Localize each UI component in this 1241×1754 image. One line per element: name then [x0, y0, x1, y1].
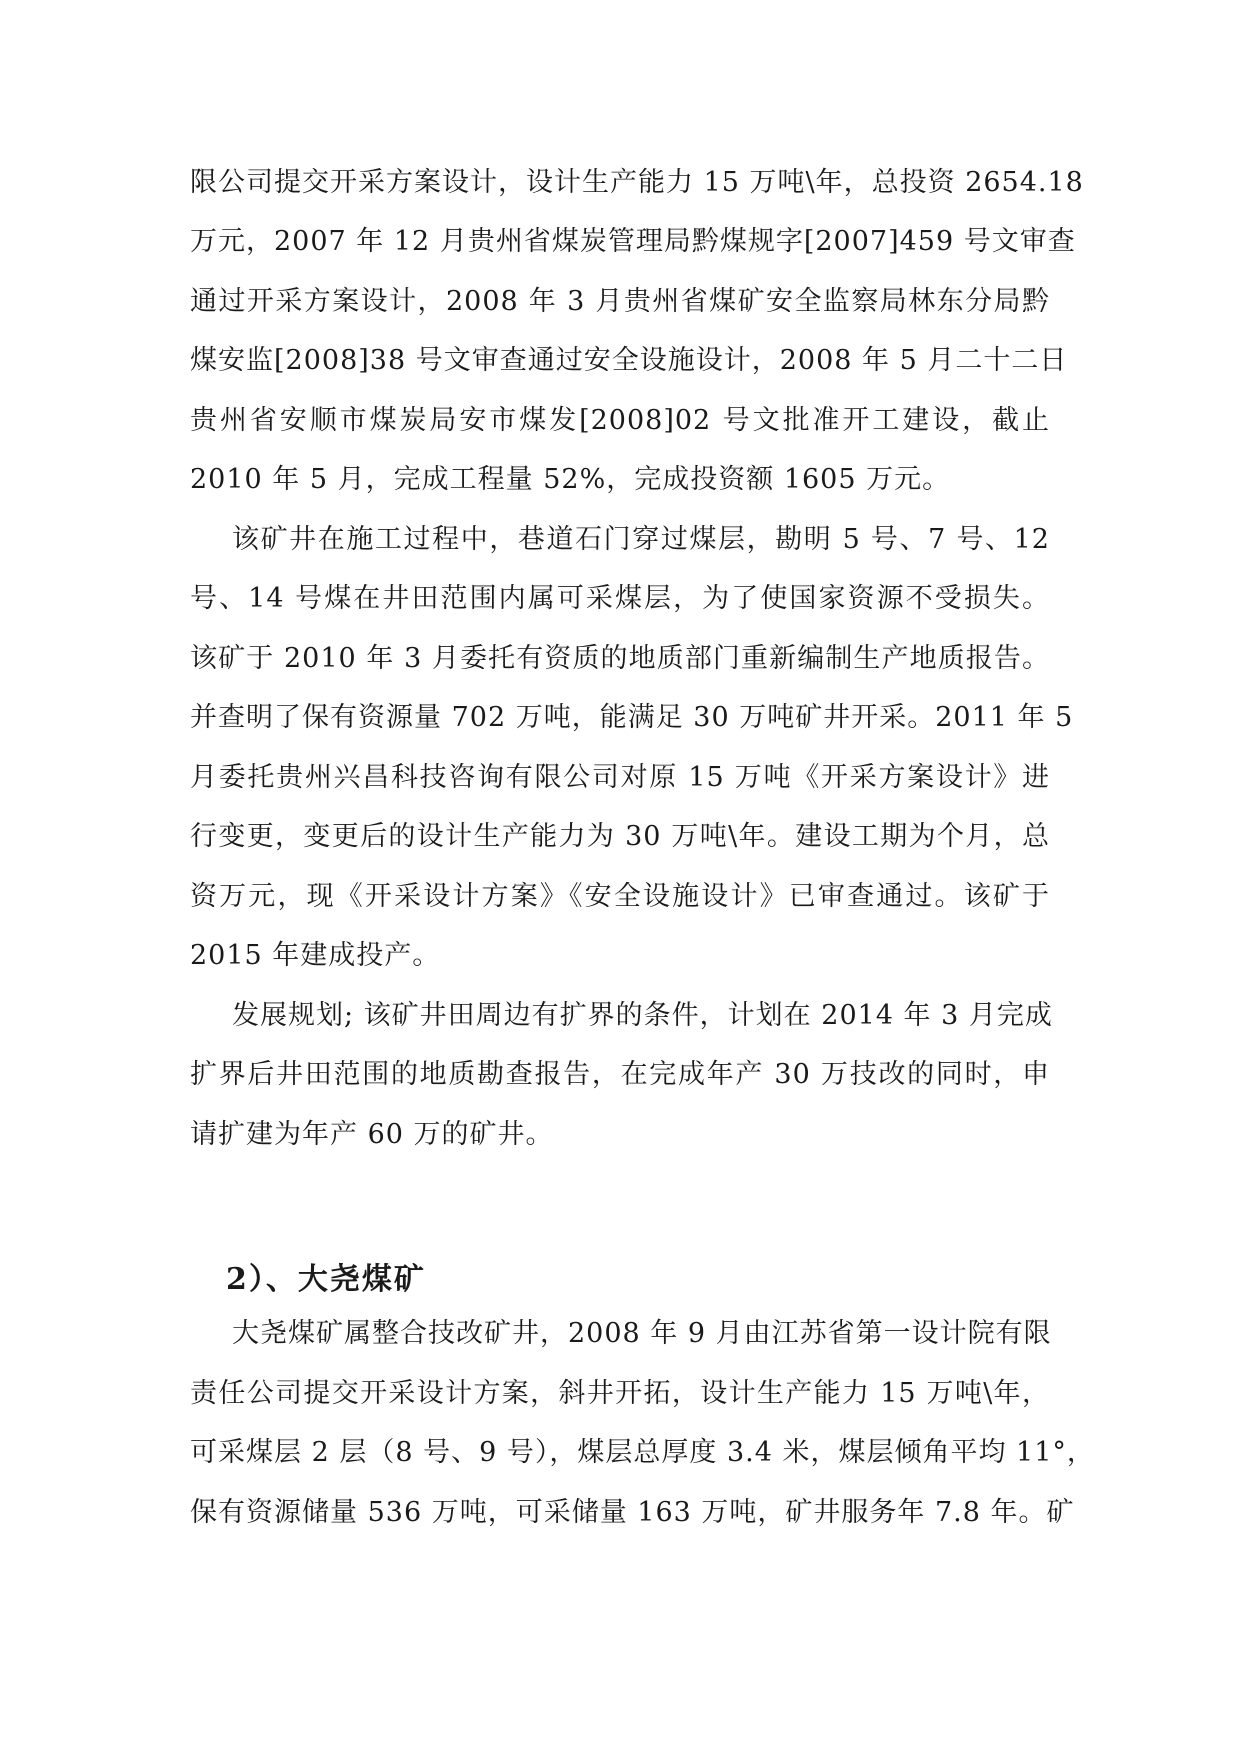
text-line: 请扩建为年产 60 万的矿井。: [190, 1119, 554, 1150]
text-line: 煤安监[2008]38 号文审查通过安全设施设计，2008 年 5 月二十二日: [190, 345, 1068, 376]
text-line: 行变更，变更后的设计生产能力为 30 万吨\年。建设工期为个月，总: [190, 821, 1050, 852]
text-line: 并查明了保有资源量 702 万吨，能满足 30 万吨矿井开采。2011 年 5: [190, 702, 1074, 733]
text-line: 发展规划; 该矿井田周边有扩界的条件，计划在 2014 年 3 月完成: [232, 1000, 1053, 1031]
text-line: 可采煤层 2 层（8 号、9 号），煤层总厚度 3.4 米，煤层倾角平均 11°，: [190, 1437, 1095, 1468]
text-line: 扩界后井田范围的地质勘查报告，在完成年产 30 万技改的同时，申: [190, 1059, 1050, 1090]
text-line: 保有资源储量 536 万吨，可采储量 163 万吨，矿井服务年 7.8 年。矿: [190, 1497, 1075, 1528]
text-line: 号、14 号煤在井田范围内属可采煤层，为了使国家资源不受损失。: [190, 583, 1050, 614]
text-line: 2010 年 5 月，完成工程量 52%，完成投资额 1605 万元。: [190, 464, 951, 495]
text-line: 资万元，现《开采设计方案》《安全设施设计》已审查通过。该矿于: [190, 881, 1050, 912]
text-line: 万元，2007 年 12 月贵州省煤炭管理局黔煤规字[2007]459 号文审查: [190, 226, 1076, 257]
section-heading: 2）、大尧煤矿: [226, 1262, 426, 1297]
text-line: 该矿井在施工过程中，巷道石门穿过煤层，勘明 5 号、7 号、12: [232, 524, 1050, 555]
text-line: 贵州省安顺市煤炭局安市煤发[2008]02 号文批准开工建设，截止: [190, 405, 1050, 436]
text-line: 大尧煤矿属整合技改矿井，2008 年 9 月由江苏省第一设计院有限: [232, 1318, 1052, 1349]
text-line: 限公司提交开采方案设计，设计生产能力 15 万吨\年，总投资 2654.18: [190, 167, 1084, 198]
text-line: 2015 年建成投产。: [190, 940, 441, 971]
text-line: 月委托贵州兴昌科技咨询有限公司对原 15 万吨《开采方案设计》进: [190, 762, 1050, 793]
text-line: 责任公司提交开采设计方案，斜井开拓，设计生产能力 15 万吨\年，: [190, 1378, 1050, 1409]
text-line: 通过开采方案设计，2008 年 3 月贵州省煤矿安全监察局林东分局黔: [190, 286, 1050, 317]
text-line: 该矿于 2010 年 3 月委托有资质的地质部门重新编制生产地质报告。: [190, 643, 1050, 674]
